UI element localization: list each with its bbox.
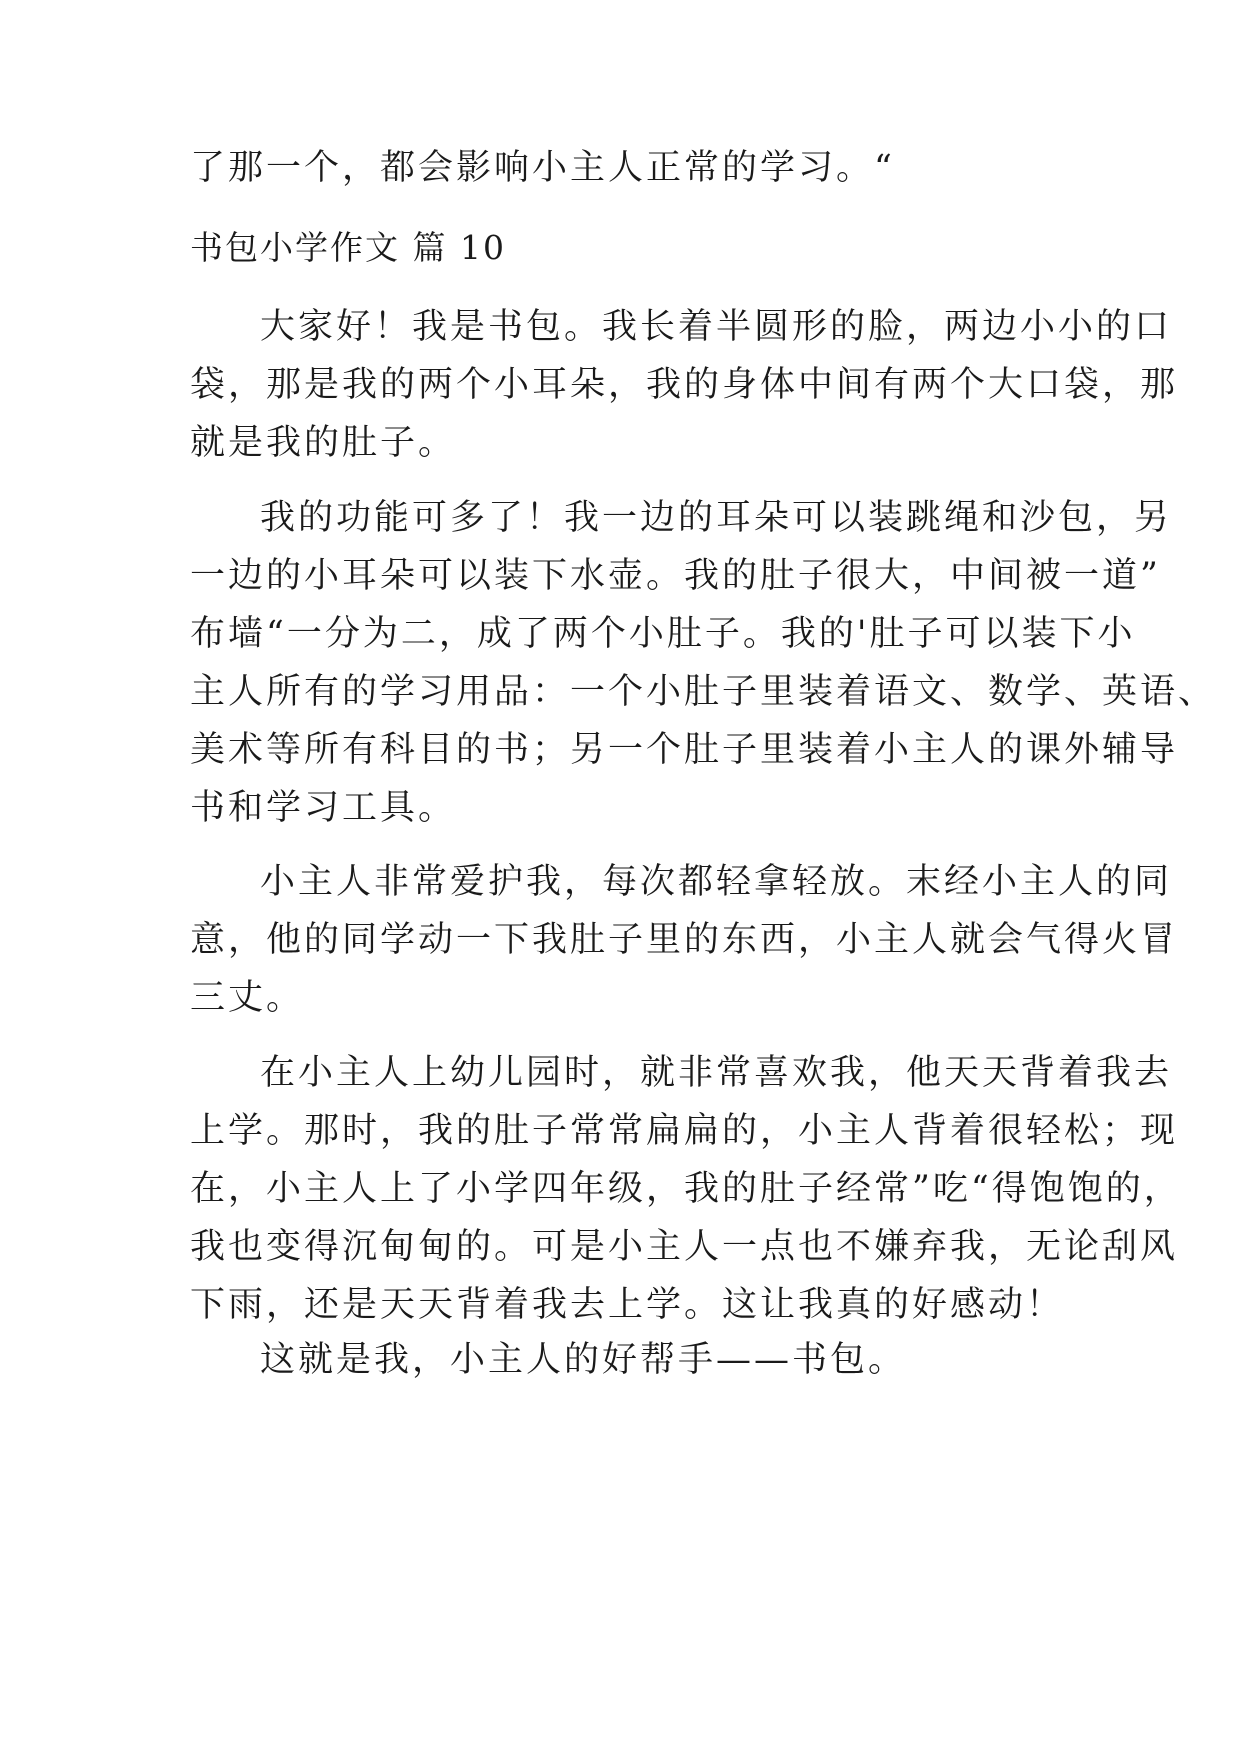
paragraph-2-line-5: 美术等所有科目的书；另一个肚子里装着小主人的课外辅导	[190, 730, 1179, 770]
section-title: 书包小学作文 篇 10	[190, 228, 506, 267]
paragraph-3-line-1: 小主人非常爱护我，每次都轻拿轻放。末经小主人的同	[260, 862, 1173, 902]
paragraph-2-line-2: 一边的小耳朵可以装下水壶。我的肚子很大，中间被一道”	[190, 556, 1161, 596]
paragraph-4-line-2: 上学。那时，我的肚子常常扁扁的，小主人背着很轻松；现	[190, 1111, 1179, 1151]
paragraph-1-line-3: 就是我的肚子。	[190, 423, 457, 463]
paragraph-4-line-1: 在小主人上幼儿园时，就非常喜欢我，他天天背着我去	[260, 1053, 1173, 1093]
carryover-line: 了那一个，都会影响小主人正常的学习。“	[190, 148, 895, 188]
paragraph-1-line-1: 大家好！我是书包。我长着半圆形的脸，两边小小的口	[260, 307, 1173, 347]
paragraph-4-line-3: 在，小主人上了小学四年级，我的肚子经常”吃“得饱饱的，	[190, 1169, 1182, 1209]
paragraph-3-line-3: 三丈。	[190, 978, 305, 1018]
paragraph-4-line-4: 我也变得沉甸甸的。可是小主人一点也不嫌弃我，无论刮风	[190, 1227, 1179, 1267]
paragraph-2-line-6: 书和学习工具。	[190, 788, 457, 828]
paragraph-5-line-1: 这就是我，小主人的好帮手——书包。	[260, 1340, 907, 1380]
paragraph-2-line-1: 我的功能可多了！我一边的耳朵可以装跳绳和沙包，另	[260, 498, 1173, 538]
paragraph-2-line-3: 布墙“一分为二，成了两个小肚子。我的'肚子可以装下小	[190, 614, 1136, 654]
paragraph-3-line-2: 意，他的同学动一下我肚子里的东西，小主人就会气得火冒	[190, 920, 1179, 960]
paragraph-1-line-2: 袋，那是我的两个小耳朵，我的身体中间有两个大口袋，那	[190, 365, 1179, 405]
paragraph-2-line-4: 主人所有的学习用品：一个小肚子里装着语文、数学、英语、	[190, 672, 1217, 712]
paragraph-4-line-5: 下雨，还是天天背着我去上学。这让我真的好感动！	[190, 1285, 1065, 1325]
